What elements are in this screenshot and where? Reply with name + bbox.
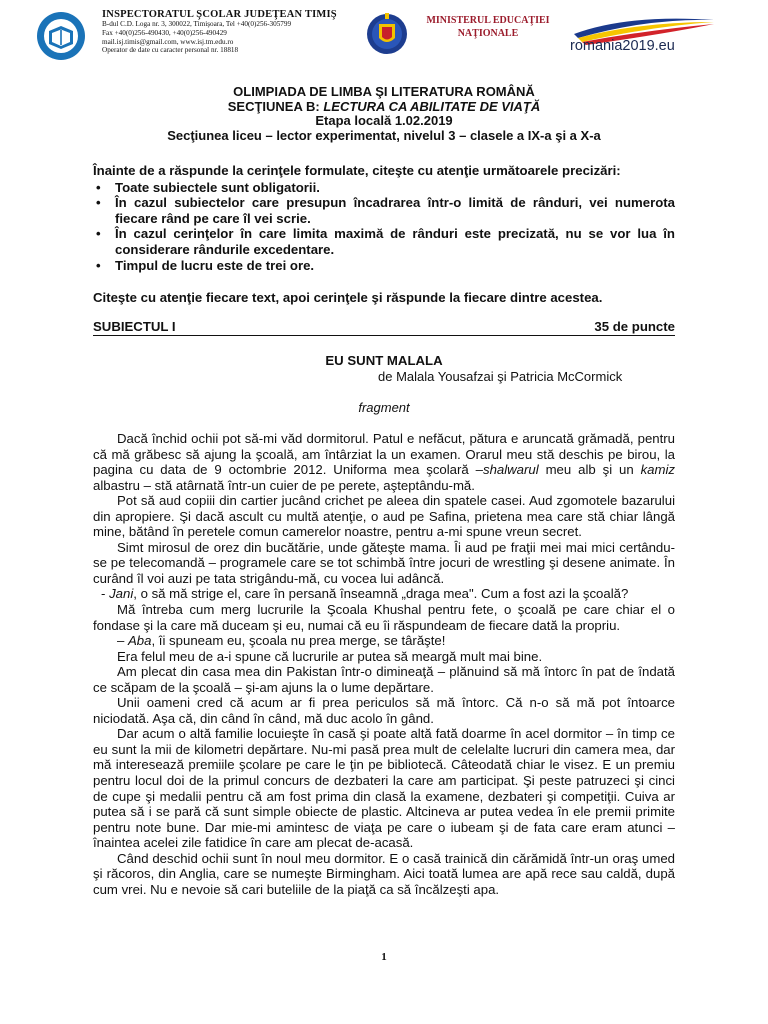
isj-logo-icon (36, 11, 86, 61)
story-title: EU SUNT MALALA (325, 353, 443, 368)
paragraph: Era felul meu de a-i spune că lucrurile ar putea să meargă mult mai bine. (117, 648, 543, 664)
instruction-item: • În cazul subiectelor care presupun încadrarea într-o limită de rânduri, vei numerota fiecare rând pe care îl vei scrie. (96, 195, 675, 226)
isj-email-web: mail.isj.timis@gmail.com, www.isj.tm.edu.ro (102, 37, 234, 46)
bullet-icon: • (96, 226, 101, 242)
isj-fax: Fax +40(0)256-490430, +40(0)256-490429 (102, 28, 227, 37)
subject-heading (93, 319, 675, 336)
instructions-intro: Înainte de a răspunde la cerinţele formulate, citeşte cu atenţie următoarele precizări: (93, 163, 621, 178)
bullet-icon: • (96, 257, 101, 273)
term-jani: Jani (109, 586, 134, 602)
section-label: SECŢIUNEA B: (227, 98, 320, 114)
ministry-line-1: MINISTERUL EDUCAŢIEI (426, 15, 550, 26)
romania2019-logo-text: romania2019.eu (570, 38, 675, 54)
bullet-icon: • (96, 195, 101, 211)
document-header (36, 8, 736, 64)
paragraph: Simt mirosul de orez din bucătărie, unde găteşte mama. Îi aud pe fraţii mei mai mici certându-se pe telecomandă – programele care se tot schimbă între jocuri de wrestling şi desene animate. În curând îl voi auzi pe tata strigându-mă, cu vocea lui adâncă. (93, 539, 675, 586)
term-shalwar: shalwarul (482, 462, 539, 478)
isj-operator: Operator de date cu caracter personal nr. 18818 (102, 46, 239, 55)
section-title (94, 100, 674, 115)
term-kamiz: kamiz (640, 462, 675, 478)
paragraph: Am plecat din casa mea din Pakistan într-o dimineaţă – plănuind să mă întorc în pat de îndată ce scăpam de la şcoală – şi-am ajuns la o lume depărtare. (93, 664, 675, 695)
story-authors: de Malala Yousafzai şi Patricia McCormick (378, 369, 623, 384)
section-level: Secţiunea liceu – lector experimentat, nivelul 3 – clasele a IX-a şi a X-a (167, 127, 601, 143)
stage-date: Etapa locală 1.02.2019 (315, 113, 453, 129)
paragraph: Când deschid ochii sunt în noul meu dormitor. E o casă trainică din cărămidă într-un oraş umed şi răcoros, din Anglia, care se numeşte Birmingham. Aici toată lumea are apă rece sau caldă, după cum vrei. Nu e nevoie să cari buteliile de la piaţă ca să încălzeşti apa. (93, 850, 675, 897)
paragraph: Dar acum o altă familie locuieşte în casă şi poate altă fată doarme în acel dormitor – în timp ce eu sunt la mii de kilometri depărtare. Nu-mi pasă prea mult de celelalte lucruri din camera mea, dar mă interesează premiile şcolare pe care le ţin pe bibliotecă. Câteodată chiar le visez. E un premiu pentru locul doi de la primul concurs de dezbateri la care am participat. Şi peste patruzeci şi cinci de cupe şi medalii pentru că am fost prima din clasă la examene, dezbateri şi competiţii. Cuiva ar putea să i se pară că sunt simple obiecte de plastic. Altcineva ar putea vedea în ele premii primite pentru note bune. Dar mie-mi amintesc de viaţa pe care o iubeam şi de fata care eram atunci – înaintea acelei zile fatidice în care am plecat de-acasă. (93, 726, 675, 851)
section-name: LECTURA CA ABILITATE DE VIAŢĂ (323, 98, 541, 114)
isj-name: INSPECTORATUL ŞCOLAR JUDEŢEAN TIMIŞ (102, 9, 337, 20)
paragraph: - Jani, o să mă strige el, care în persană înseamnă „draga mea". Cum a fost azi la şcoală? (101, 586, 629, 602)
isj-contact-block (102, 9, 337, 55)
reading-passage (93, 431, 675, 897)
instruction-item: • Timpul de lucru este de trei ore. (96, 257, 315, 273)
read-all-instruction: Citeşte cu atenţie fiecare text, apoi cerinţele şi răspunde la fiecare dintre acestea. (93, 290, 603, 305)
ministry-name (424, 14, 552, 40)
fragment-label: fragment (358, 400, 410, 415)
exam-titles (94, 85, 674, 143)
ministry-line-2: NAŢIONALE (457, 28, 519, 39)
bullet-icon: • (96, 179, 101, 195)
subject-label: SUBIECTUL I (93, 319, 176, 334)
instruction-item: • În cazul cerinţelor în care limita maximă de rânduri este precizată, nu se vor lua în considerare rândurile excedentare. (96, 226, 675, 257)
instructions (93, 163, 675, 273)
subject-points: 35 de puncte (594, 319, 675, 334)
paragraph: Unii oameni cred că acum ar fi prea periculos să mă întorc. Că n-o să mă pot întoarce niciodată. Aşa că, din când în când, mă duc acolo în gând. (93, 695, 675, 726)
paragraph: Pot să aud copiii din cartier jucând crichet pe aleea din spatele casei. Aud zgomotele bazarului din apropiere. Şi dacă ascult cu multă atenţie, o aud pe Safina, prietena mea care stă chiar lângă mine, bătând în peretele comun camerelor noastre, pentru a-mi spune vreun secret. (93, 493, 675, 540)
paragraph: Dacă închid ochii pot să-mi văd dormitorul. Patul e nefăcut, pătura e aruncată grămadă, pentru că mă grăbesc să ajung la şcoală, am întârziat la un examen. Orarul meu stă deschis pe birou, la pagina cu data de 9 octombrie 2012. Uniforma mea şcolară –shalwarul meu alb şi un kamiz albastru – stă atârnată într-un cuier de pe perete, aşteptându-mă. (93, 431, 675, 493)
term-aba: Aba (128, 633, 152, 649)
romania-coat-of-arms-icon (366, 10, 408, 60)
instruction-item: • Toate subiectele sunt obligatorii. (96, 179, 320, 195)
instructions-list (93, 180, 675, 274)
olympiad-title: OLIMPIADA DE LIMBA ŞI LITERATURA ROMÂNĂ (233, 84, 535, 99)
isj-address: B-dul C.D. Loga nr. 3, 300022, Timişoara, Tel +40(0)256-305799 (102, 20, 292, 28)
paragraph: Mă întreba cum merg lucrurile la Şcoala Khushal pentru fete, o şcoală pe care chiar el o fondase şi la care mă duceam şi eu, numai că eu îi răspundeam de fiecare dată la propriu. (93, 602, 675, 633)
paragraph: – Aba, îi spuneam eu, şcoala nu prea merge, se târăşte! (117, 633, 446, 649)
page-number: 1 (381, 951, 387, 963)
